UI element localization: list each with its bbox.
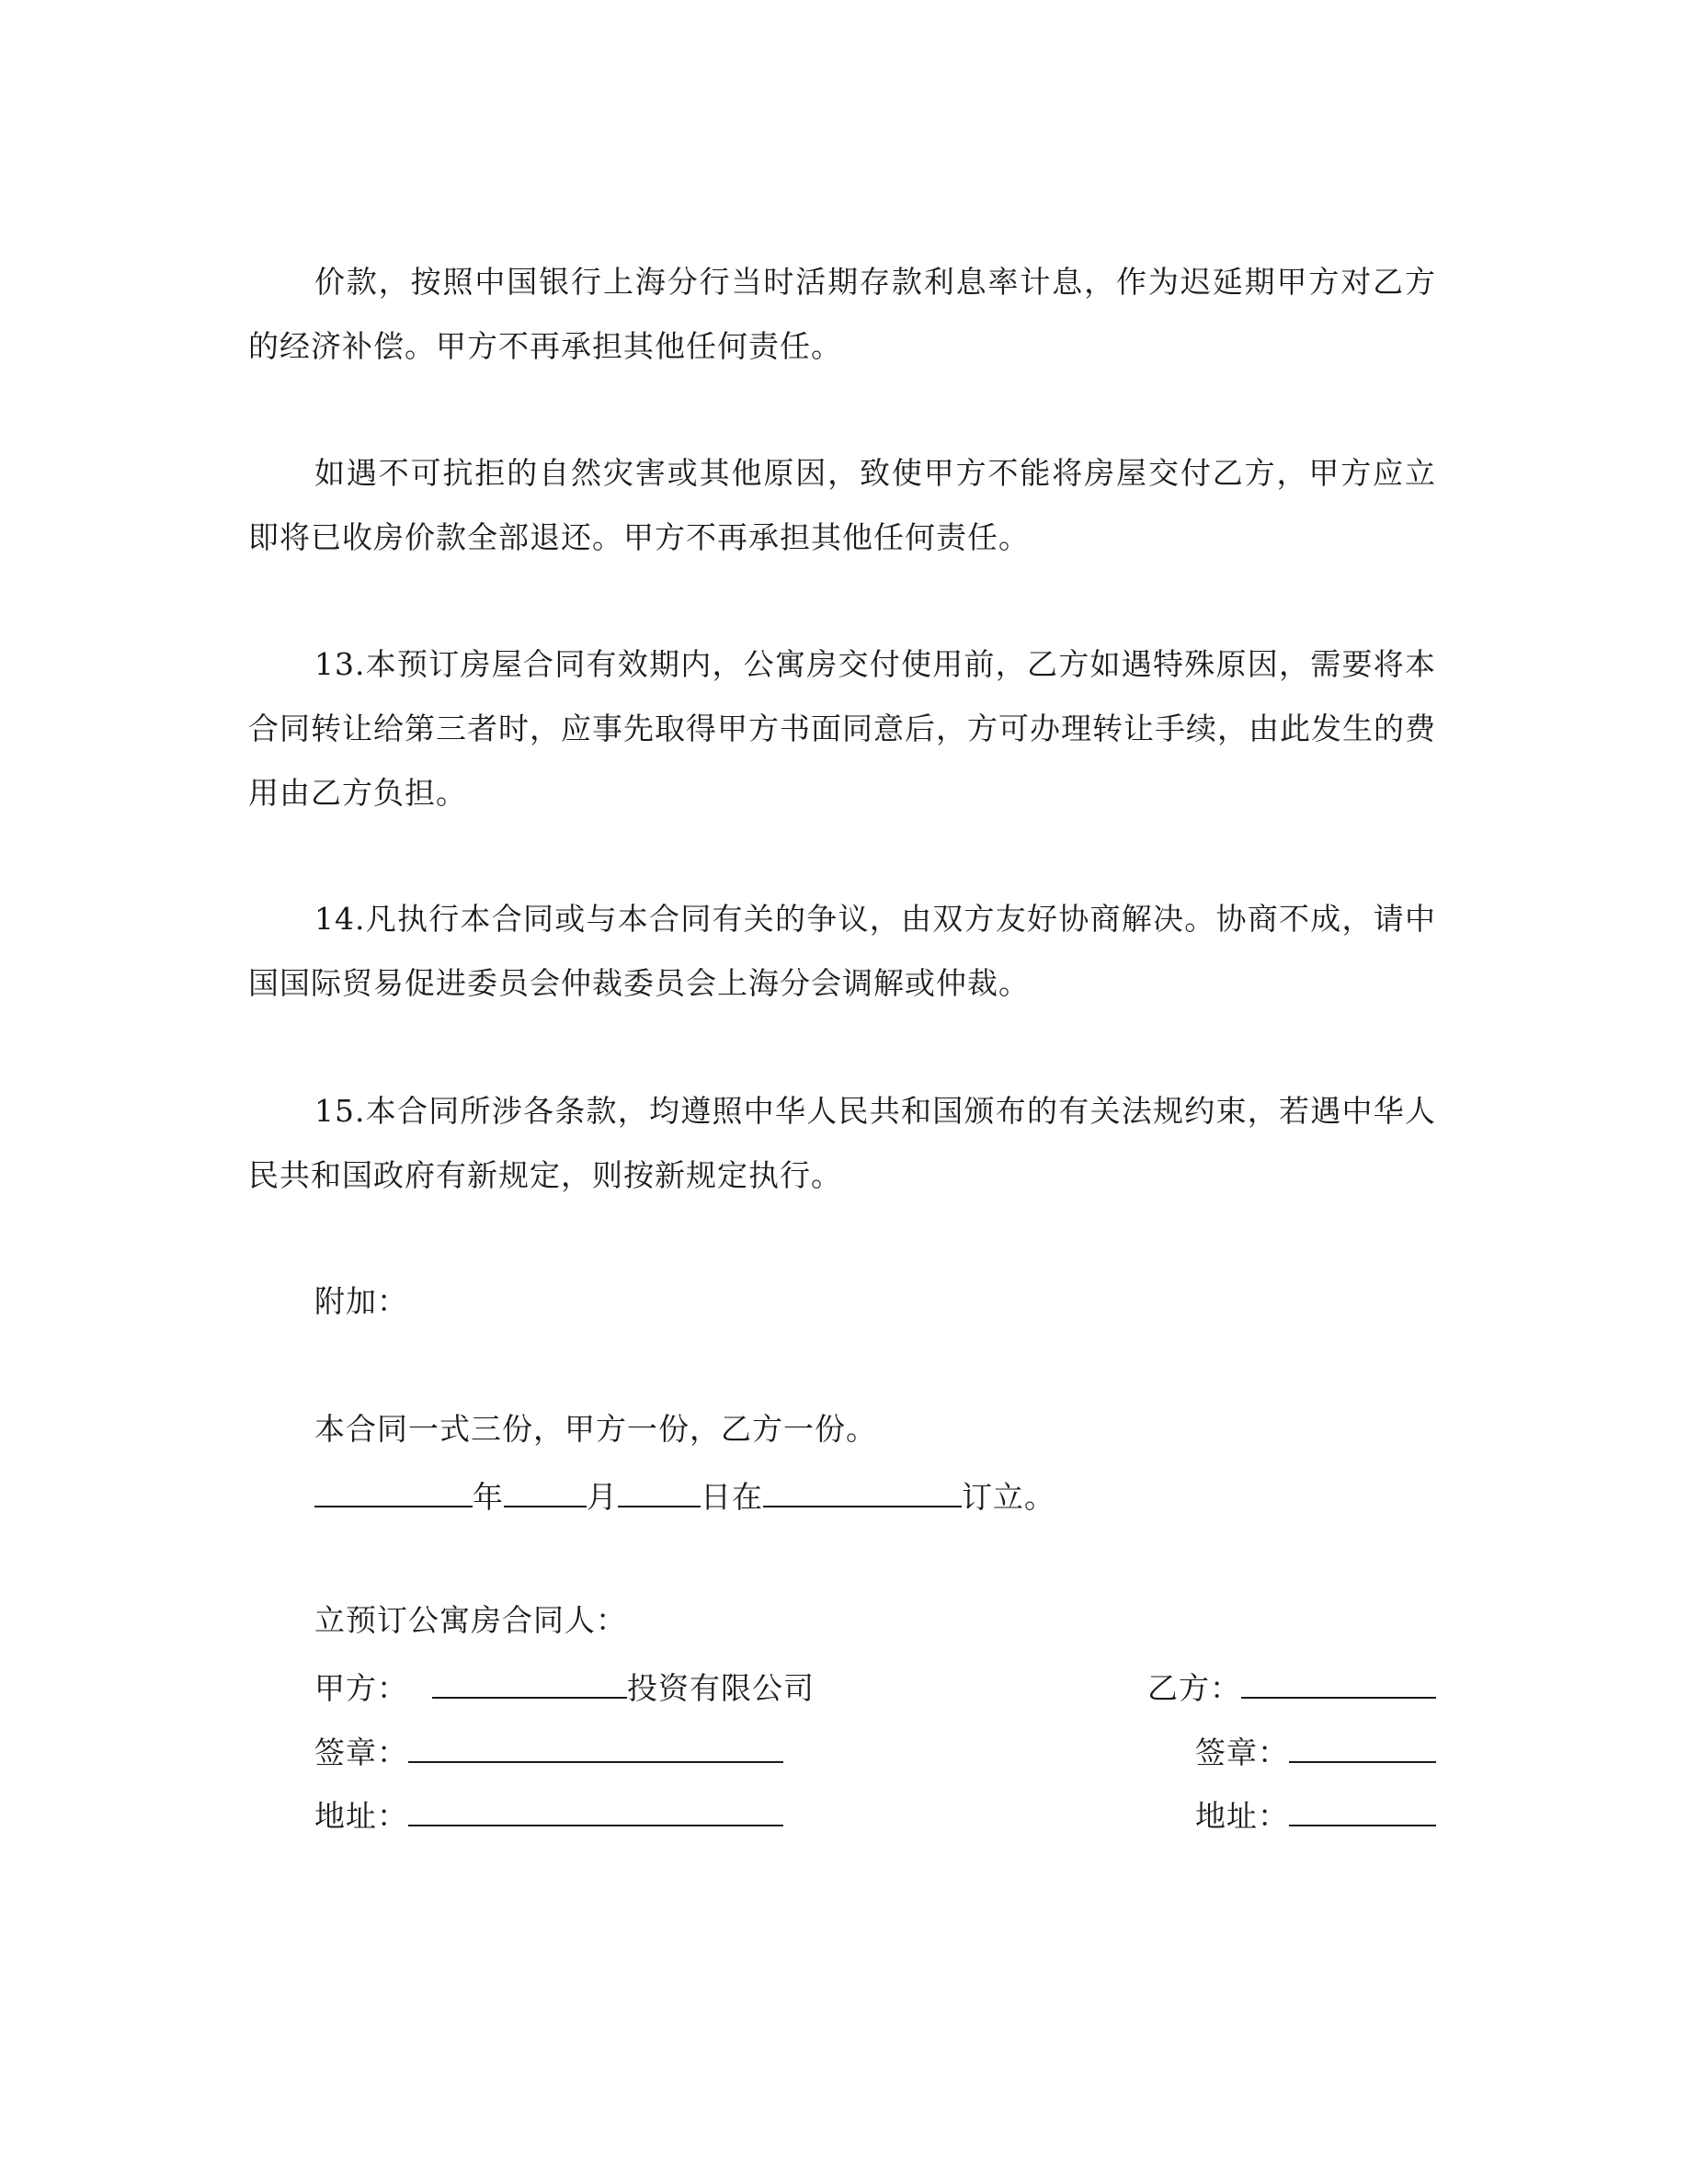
party-b-name-blank — [1241, 1666, 1436, 1699]
seal-b-blank — [1289, 1730, 1436, 1763]
seal-a-label: 签章： — [314, 1735, 408, 1770]
seal-b — [1195, 1730, 1436, 1771]
day-blank — [618, 1474, 701, 1507]
paragraph-clause-15: 15.本合同所涉各条款，均遵照中华人民共和国颁布的有关法规约束，若遇中华人民共和国政府有新规定，则按新规定执行。 — [248, 1093, 1436, 1193]
address-row — [314, 1793, 1436, 1834]
address-a-blank — [408, 1793, 783, 1826]
seal-a — [314, 1730, 783, 1771]
seal-row — [314, 1730, 1436, 1770]
date-end-label: 订立。 — [962, 1479, 1055, 1515]
paragraph-clause-14: 14.凡执行本合同或与本合同有关的争议，由双方友好协商解决。协商不成，请中国国际贸易促进委员会仲裁委员会上海分会调解或仲裁。 — [248, 901, 1436, 1001]
party-a-suffix: 投资有限公司 — [627, 1670, 815, 1706]
seal-a-blank — [408, 1730, 783, 1763]
party-b — [1147, 1666, 1436, 1707]
paragraph-compensation: 价款，按照中国银行上海分行当时活期存款利息率计息，作为迟延期甲方对乙方的经济补偿。甲方不再承担其他任何责任。 — [248, 264, 1436, 364]
seal-b-label: 签章： — [1195, 1735, 1289, 1770]
day-at-label: 日在 — [701, 1479, 763, 1515]
paragraph-force-majeure: 如遇不可抗拒的自然灾害或其他原因，致使甲方不能将房屋交付乙方，甲方应立即将已收房价款全部退还。甲方不再承担其他任何责任。 — [248, 455, 1436, 555]
copies-statement: 本合同一式三份，甲方一份，乙方一份。 — [314, 1411, 877, 1447]
address-b-blank — [1289, 1793, 1436, 1826]
party-a — [314, 1666, 815, 1707]
signatories-heading: 立预订公寓房合同人： — [314, 1602, 627, 1638]
party-a-label: 甲方： — [314, 1670, 408, 1706]
party-b-label: 乙方： — [1147, 1670, 1241, 1706]
month-label: 月 — [587, 1479, 618, 1515]
address-a-label: 地址： — [314, 1798, 408, 1834]
address-b — [1195, 1793, 1436, 1835]
year-blank — [314, 1474, 473, 1507]
appendix-label: 附加： — [314, 1283, 408, 1319]
address-a — [314, 1793, 783, 1835]
party-a-name-blank — [432, 1666, 627, 1699]
paragraph-clause-13: 13.本预订房屋合同有效期内，公寓房交付使用前，乙方如遇特殊原因，需要将本合同转让给第三者时，应事先取得甲方书面同意后，方可办理转让手续，由此发生的费用由乙方负担。 — [248, 646, 1436, 811]
month-blank — [504, 1474, 587, 1507]
address-b-label: 地址： — [1195, 1798, 1289, 1834]
signing-date-line — [314, 1474, 1055, 1516]
party-row — [314, 1666, 1436, 1706]
year-label: 年 — [473, 1479, 504, 1515]
place-blank — [763, 1474, 962, 1507]
